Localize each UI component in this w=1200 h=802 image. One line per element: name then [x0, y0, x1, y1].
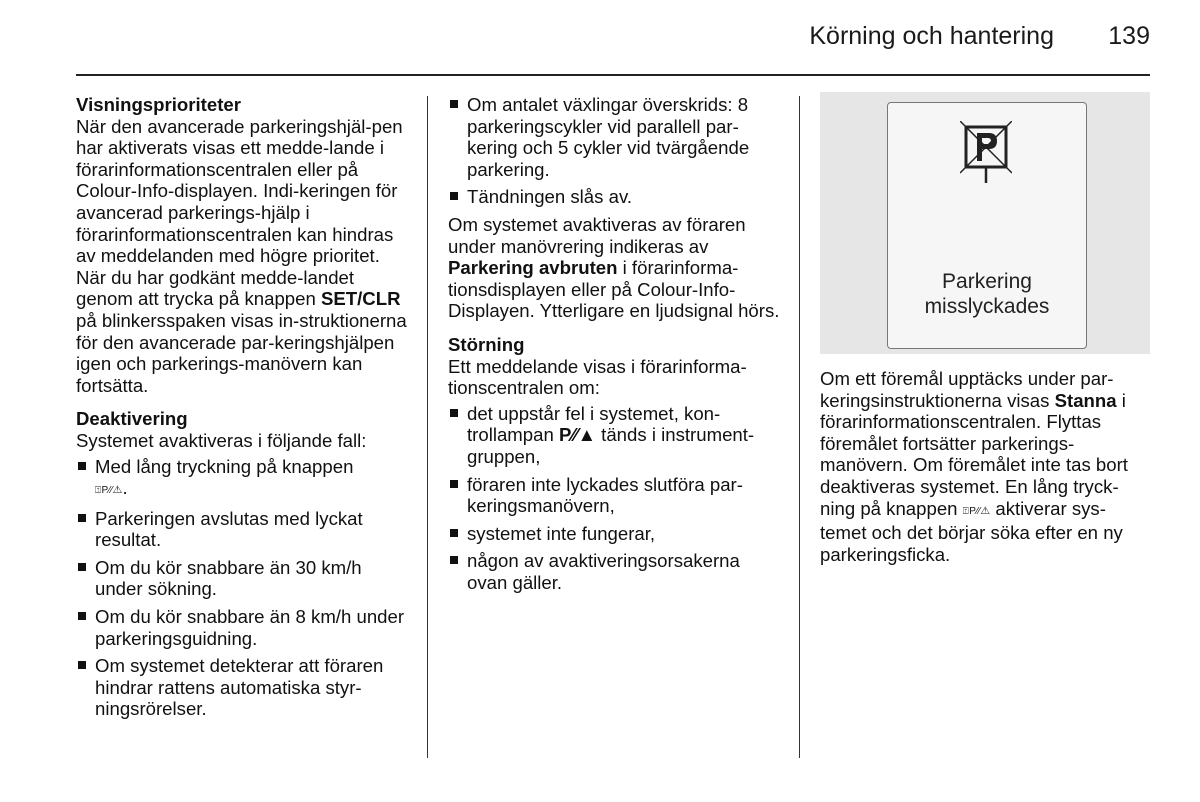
- header-divider: [76, 74, 1150, 76]
- column-3: [820, 94, 1152, 565]
- paragraph-text: När den avancerade parkeringshjäl-pen har aktiverats visas ett medde-lande i förarinformationscentralen eller på Colour-Info-displayen. Indi-keringen för avancerad parkerings-hjälp i förarinformationscentralen kan hindras av meddelanden med högre prioritet. När du har godkänt medde-landet genom att trycka på knappen: [76, 115, 403, 310]
- deactivation-list-continued: [448, 94, 780, 208]
- list-item-text: tänds i instrument-gruppen,: [467, 424, 755, 467]
- list-item-text: det uppstår fel i systemet, kon-trollampan: [467, 402, 721, 446]
- info-display-screen: [887, 102, 1087, 349]
- section-heading-visningsprioriteter: Visningsprioriteter: [76, 94, 241, 115]
- list-item: Om antalet växlingar överskrids: 8 parkeringscykler vid parallell par-kering och 5 cykler vid tvärgående parkering.: [448, 94, 780, 180]
- column-1: [76, 94, 412, 720]
- list-item: Tändningen slås av.: [448, 186, 780, 208]
- paragraph-text: aktiverar sys-temet och det börjar söka efter en ny parkeringsficka.: [820, 497, 1123, 565]
- list-item: Om systemet detekterar att föraren hindrar rattens automatiska styr-ningsrörelser.: [76, 655, 412, 720]
- bold-term-set-clr: SET/CLR: [320, 288, 401, 310]
- list-item-text: .: [122, 477, 128, 499]
- list-item: föraren inte lyckades slutföra par-keringsmanövern,: [448, 474, 780, 517]
- paragraph-text: i förarinformationscentralen. Flyttas föremålet fortsätter parkerings-manövern. Om föremålet inte tas bort deaktiveras systemet. En lång tryck-ning på knappen: [820, 389, 1128, 519]
- page-header: [0, 0, 1200, 78]
- paragraph-stanna: [820, 368, 1152, 565]
- column-divider-2: [799, 96, 800, 758]
- screen-message-line-2: misslyckades: [924, 295, 1050, 318]
- parking-failed-icon: [960, 121, 1012, 203]
- parking-assist-button-icon: ⍐P⁄⁄⚠: [95, 485, 123, 497]
- deactivation-list: [76, 456, 412, 721]
- section-heading-deaktivering: Deaktivering: [76, 408, 188, 430]
- deaktivering-intro: Systemet avaktiveras i följande fall:: [76, 429, 367, 451]
- list-item: Parkeringen avslutas med lyckat resultat.: [76, 508, 412, 551]
- parking-assist-button-icon: ⍐P⁄⁄⚠: [962, 505, 991, 517]
- paragraph-visningsprioriteter: [76, 116, 412, 397]
- list-item: Om du kör snabbare än 30 km/h under sökning.: [76, 557, 412, 600]
- fault-list: [448, 403, 780, 594]
- page-number: 139: [1108, 22, 1150, 50]
- paragraph-text: på blinkersspaken visas in-struktionerna för den avancerade par-keringshjälpen igen och parkerings-manövern kan fortsätta.: [76, 309, 407, 396]
- list-item: Om du kör snabbare än 8 km/h under parkeringsguidning.: [76, 606, 412, 649]
- storning-intro: Ett meddelande visas i förarinforma-tionscentralen om:: [448, 355, 747, 399]
- list-item: någon av avaktiveringsorsakerna ovan gäller.: [448, 550, 780, 593]
- bold-term-parkering-avbruten: Parkering avbruten: [448, 257, 618, 279]
- column-divider-1: [427, 96, 428, 758]
- list-item: systemet inte fungerar,: [448, 523, 780, 545]
- paragraph-text: Om systemet avaktiveras av föraren under manövrering indikeras av: [448, 213, 746, 257]
- chapter-title: Körning och hantering: [809, 22, 1054, 50]
- display-illustration: [820, 92, 1150, 354]
- list-item-text: Med lång tryckning på knappen: [95, 455, 354, 477]
- paragraph-text: Om ett föremål upptäcks under par-keringsinstruktionerna visas: [820, 368, 1114, 411]
- section-heading-storning: Störning: [448, 333, 525, 355]
- paragraph-parkering-avbruten: [448, 214, 780, 322]
- list-item: [76, 456, 412, 502]
- paragraph-text: i förarinforma-tionsdisplayen eller på Colour-Info-Displayen. Ytterligare en ljudsignal hörs.: [448, 257, 780, 322]
- parking-warning-lamp-icon: P⁄⁄▲: [558, 424, 596, 446]
- column-2: [448, 94, 780, 593]
- list-item: [448, 403, 780, 468]
- bold-term-stanna: Stanna: [1054, 389, 1117, 411]
- screen-message-line-1: Parkering: [942, 270, 1032, 293]
